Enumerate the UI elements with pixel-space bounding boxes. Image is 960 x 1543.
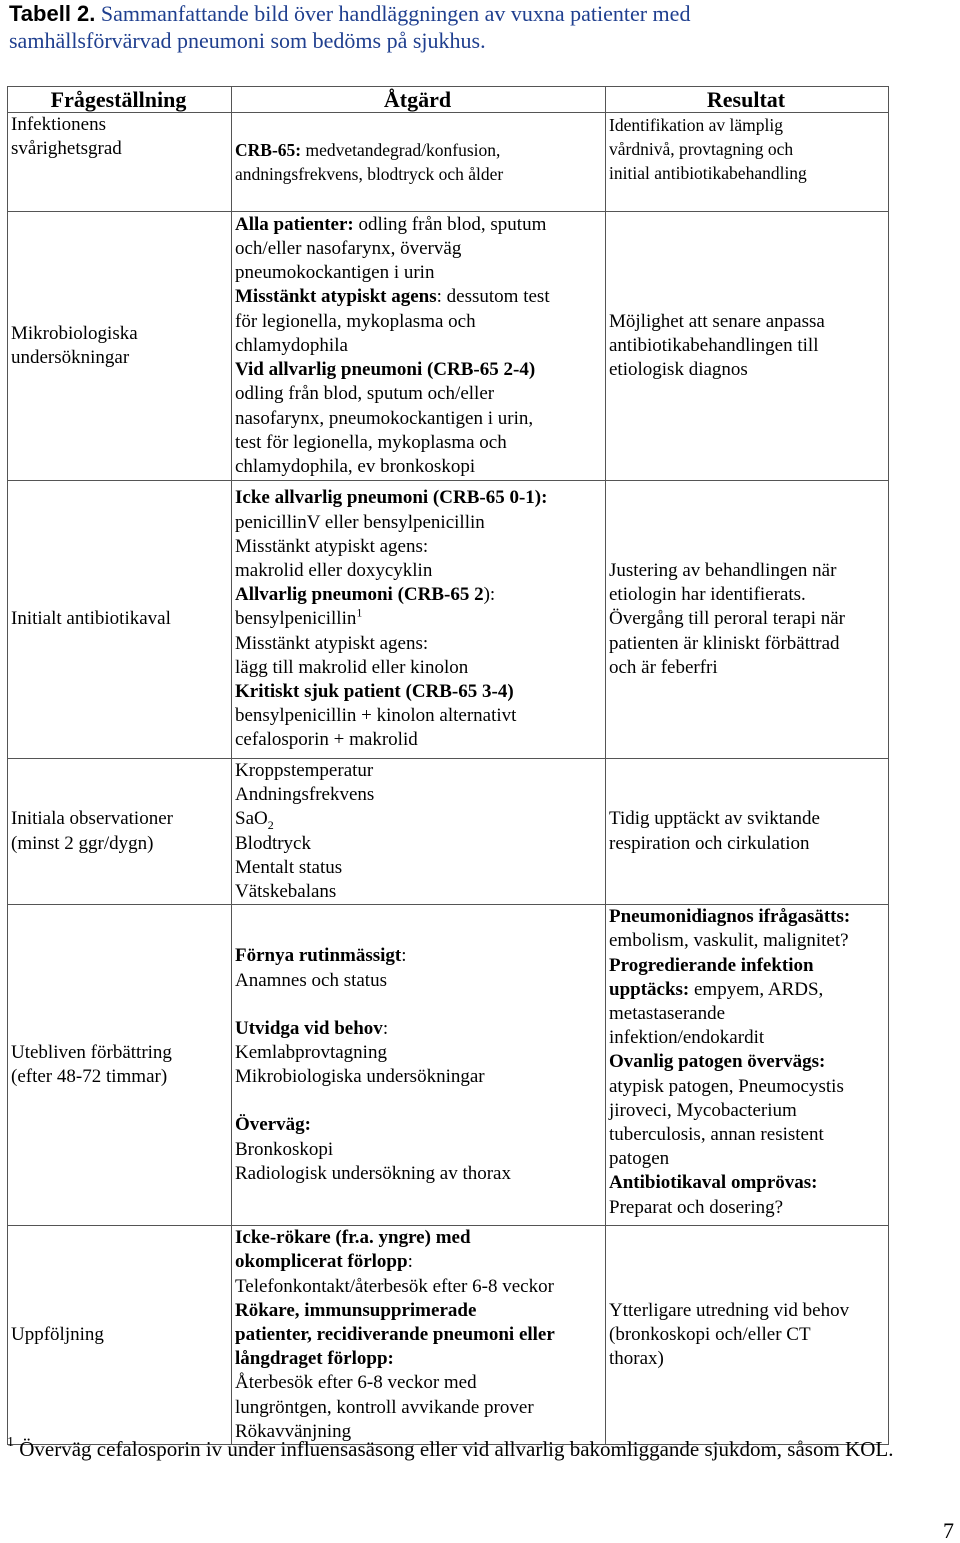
plain-text: Anamnes och status xyxy=(235,969,387,991)
plain-text: patogen xyxy=(609,1148,670,1170)
action-line xyxy=(235,162,600,186)
caption-line-1 xyxy=(9,0,949,27)
table-caption xyxy=(9,0,949,54)
action-line xyxy=(235,656,600,680)
plain-text: chlamydophila xyxy=(235,334,348,356)
plain-text: chlamydophila, ev bronkoskopi xyxy=(235,455,476,477)
bold-text: Alla patienter: xyxy=(235,213,354,235)
result-line: patienten är kliniskt förbättrad xyxy=(609,632,840,654)
action-line xyxy=(235,1138,600,1162)
header-atgard: Åtgärd xyxy=(232,87,606,113)
cell-resultat xyxy=(606,759,889,905)
action-line xyxy=(235,407,600,431)
action-line xyxy=(235,1162,600,1186)
bold-text: Förnya rutinmässigt xyxy=(235,945,402,967)
result-line xyxy=(609,978,883,1002)
table-row xyxy=(8,1226,889,1445)
header-fragestallning: Frågeställning xyxy=(8,87,232,113)
plain-text: ): xyxy=(483,584,496,606)
action-line xyxy=(235,382,600,406)
cell-resultat xyxy=(606,113,889,212)
action-line xyxy=(235,944,600,968)
plain-text: empyem, ARDS, xyxy=(689,978,824,1000)
plain-text: cefalosporin + makrolid xyxy=(235,729,418,751)
plain-text: test för legionella, mykoplasma och xyxy=(235,431,507,453)
action-line xyxy=(235,1299,600,1323)
table-header-row xyxy=(8,87,889,113)
question-line: Infektionens xyxy=(11,114,106,135)
result-line xyxy=(609,1026,883,1050)
plain-text: Radiologisk undersökning av thorax xyxy=(235,1162,511,1184)
plain-text: och/eller nasofarynx, överväg xyxy=(235,238,462,260)
cell-atgard xyxy=(232,1226,606,1445)
superscript: 1 xyxy=(356,606,363,621)
action-line xyxy=(235,856,600,880)
action-line xyxy=(235,535,600,559)
plain-text: Bronkoskopi xyxy=(235,1138,334,1160)
summary-table xyxy=(7,86,889,1445)
action-line xyxy=(235,431,600,455)
action-line xyxy=(235,261,600,285)
action-line xyxy=(235,1065,600,1089)
plain-text: : xyxy=(407,1251,413,1273)
result-line: vårdnivå, provtagning och xyxy=(609,139,794,159)
caption-text-1: Sammanfattande bild över handläggningen av vuxna patienter med xyxy=(100,1,691,26)
cell-fragestallning xyxy=(8,481,232,759)
action-line xyxy=(235,455,600,479)
result-line xyxy=(609,1002,883,1026)
bold-text: Överväg: xyxy=(235,1114,311,1136)
action-line xyxy=(235,334,600,358)
bold-text: Allvarlig pneumoni (CRB-65 2 xyxy=(235,584,484,606)
table-row xyxy=(8,113,889,212)
plain-text: : dessutom test xyxy=(436,286,550,308)
plain-text: Misstänkt atypiskt agens: xyxy=(235,632,429,654)
plain-text: tuberculosis, annan resistent xyxy=(609,1124,824,1146)
cell-resultat xyxy=(606,212,889,481)
cell-fragestallning xyxy=(8,759,232,905)
plain-text: metastaserande xyxy=(609,1003,726,1025)
cell-resultat xyxy=(606,905,889,1226)
plain-text: Kroppstemperatur xyxy=(235,760,374,781)
action-line xyxy=(235,1041,600,1065)
action-line xyxy=(235,1250,600,1274)
question-line: Uppföljning xyxy=(11,1324,104,1346)
plain-text: nasofarynx, pneumokockantigen i urin, xyxy=(235,407,534,429)
result-line: antibiotikabehandlingen till xyxy=(609,334,819,356)
plain-text: Misstänkt atypiskt agens: xyxy=(235,535,429,557)
question-line: undersökningar xyxy=(11,347,130,368)
plain-text: Återbesök efter 6-8 veckor med xyxy=(235,1372,477,1394)
action-line xyxy=(235,310,600,334)
plain-text: Mikrobiologiska undersökningar xyxy=(235,1066,485,1088)
action-line xyxy=(235,783,600,807)
bold-text: Progredierande infektion xyxy=(609,954,814,976)
subscript: 2 xyxy=(267,818,274,833)
table-row xyxy=(8,212,889,481)
caption-text-2: samhällsförvärvad pneumoni som bedöms på sjukhus. xyxy=(9,28,486,53)
cell-fragestallning xyxy=(8,1226,232,1445)
result-line: etiologisk diagnos xyxy=(609,359,748,381)
action-line xyxy=(235,138,600,162)
result-line: Övergång till peroral terapi när xyxy=(609,608,845,630)
result-line: (bronkoskopi och/eller CT xyxy=(609,1324,811,1346)
result-line: Ytterligare utredning vid behov xyxy=(609,1299,850,1321)
action-line xyxy=(235,285,600,309)
cell-atgard xyxy=(232,905,606,1226)
bold-text: Kritiskt sjuk patient (CRB-65 3-4) xyxy=(235,681,514,702)
plain-text: odling från blod, sputum xyxy=(353,213,547,235)
cell-fragestallning xyxy=(8,212,232,481)
bold-text: Rökare, immunsupprimerade xyxy=(235,1299,477,1321)
plain-text: lungröntgen, kontroll avvikande prover xyxy=(235,1396,534,1418)
action-line xyxy=(235,358,600,382)
action-line xyxy=(235,486,600,510)
cell-resultat xyxy=(606,481,889,759)
bold-text: Pneumonidiagnos ifrågasätts: xyxy=(609,906,851,928)
bold-text: Antibiotikaval omprövas: xyxy=(609,1172,818,1194)
bold-text: Misstänkt atypiskt agens xyxy=(235,286,437,308)
line-gap xyxy=(235,993,600,1017)
action-line xyxy=(235,632,600,656)
bold-text: okomplicerat förlopp xyxy=(235,1251,408,1273)
action-line xyxy=(235,832,600,856)
result-line xyxy=(609,1075,883,1099)
plain-text: penicillinV eller bensylpenicillin xyxy=(235,511,485,533)
plain-text: : xyxy=(382,1017,389,1039)
action-line xyxy=(235,1017,600,1041)
cell-atgard xyxy=(232,113,606,212)
plain-text: bensylpenicillin xyxy=(235,608,357,630)
plain-text: bensylpenicillin + kinolon alternativt xyxy=(235,705,517,727)
result-line xyxy=(609,1050,883,1074)
cell-resultat xyxy=(606,1226,889,1445)
question-line: Initialt antibiotikaval xyxy=(11,608,171,630)
plain-text: SaO xyxy=(235,808,268,830)
plain-text: : xyxy=(401,945,407,967)
result-line: respiration och cirkulation xyxy=(609,832,810,854)
header-resultat: Resultat xyxy=(606,87,889,113)
action-line xyxy=(235,1347,600,1371)
result-line xyxy=(609,905,883,929)
result-line: och är feberfri xyxy=(609,656,718,678)
table-row xyxy=(8,905,889,1226)
result-line xyxy=(609,1099,883,1123)
question-line: Initiala observationer xyxy=(11,808,173,830)
result-line xyxy=(609,929,883,953)
plain-text: för legionella, mykoplasma och xyxy=(235,310,476,332)
bold-text: långdraget förlopp: xyxy=(235,1348,394,1370)
question-line: Mikrobiologiska xyxy=(11,322,138,344)
action-line xyxy=(235,237,600,261)
table-row xyxy=(8,481,889,759)
result-line xyxy=(609,1171,883,1195)
cell-fragestallning xyxy=(8,905,232,1226)
bold-text: Vid allvarlig pneumoni (CRB-65 2-4) xyxy=(235,359,536,381)
result-line: initial antibiotikabehandling xyxy=(609,163,807,183)
question-line: (minst 2 ggr/dygn) xyxy=(11,832,154,854)
plain-text: Andningsfrekvens xyxy=(235,784,375,806)
action-line xyxy=(235,213,600,237)
plain-text: embolism, vaskulit, malignitet? xyxy=(609,930,849,952)
action-line xyxy=(235,1323,600,1347)
footnote-text: Överväg cefalosporin iv under influensasäsong eller vid allvarlig bakomliggande sjukdom, såsom KOL. xyxy=(19,1437,894,1461)
plain-text: Mentalt status xyxy=(235,856,343,878)
plain-text: Telefonkontakt/återbesök efter 6-8 veckor xyxy=(235,1275,554,1297)
action-line xyxy=(235,607,600,631)
action-line xyxy=(235,1275,600,1299)
result-line xyxy=(609,1196,883,1220)
plain-text: Blodtryck xyxy=(235,832,311,854)
question-line: Utebliven förbättring xyxy=(11,1042,172,1064)
cell-atgard xyxy=(232,212,606,481)
action-line xyxy=(235,1371,600,1395)
table-row xyxy=(8,759,889,905)
action-line xyxy=(235,511,600,535)
action-line xyxy=(235,559,600,583)
action-line xyxy=(235,1226,600,1250)
cell-atgard xyxy=(232,759,606,905)
page-number: 7 xyxy=(943,1518,954,1543)
bold-text: Utvidga vid behov xyxy=(235,1017,383,1039)
action-line xyxy=(235,880,600,904)
plain-text: Rökavvänjning xyxy=(235,1420,352,1442)
plain-text: lägg till makrolid eller kinolon xyxy=(235,656,469,678)
result-line: Möjlighet att senare anpassa xyxy=(609,310,825,332)
result-line: Tidig upptäckt av sviktande xyxy=(609,808,820,830)
question-line: svårighetsgrad xyxy=(11,138,122,160)
cell-fragestallning xyxy=(8,113,232,212)
line-gap xyxy=(235,1089,600,1113)
table-body xyxy=(8,113,889,1445)
plain-text: Vätskebalans xyxy=(235,881,337,903)
result-line: Justering av behandlingen när xyxy=(609,559,837,581)
result-line xyxy=(609,954,883,978)
result-line: Identifikation av lämplig xyxy=(609,115,783,135)
footnote-mark: 1 xyxy=(7,1435,14,1450)
bold-text: upptäcks: xyxy=(609,978,690,1000)
action-line xyxy=(235,1396,600,1420)
bold-text: Icke allvarlig pneumoni (CRB-65 0-1): xyxy=(235,487,548,509)
bold-text: Icke-rökare (fr.a. yngre) med xyxy=(235,1227,471,1249)
action-line xyxy=(235,969,600,993)
bold-text: Ovanlig patogen övervägs: xyxy=(609,1051,826,1073)
plain-text: odling från blod, sputum och/eller xyxy=(235,383,495,405)
action-line xyxy=(235,704,600,728)
plain-text: jiroveci, Mycobacterium xyxy=(609,1099,797,1121)
plain-text: andningsfrekvens, blodtryck och ålder xyxy=(235,164,504,184)
plain-text: pneumokockantigen i urin xyxy=(235,262,435,284)
action-line xyxy=(235,583,600,607)
plain-text: Kemlabprovtagning xyxy=(235,1042,387,1064)
footnote xyxy=(7,1436,947,1462)
plain-text: infektion/endokardit xyxy=(609,1027,765,1049)
result-line: thorax) xyxy=(609,1348,664,1370)
result-line xyxy=(609,1147,883,1171)
question-line: (efter 48-72 timmar) xyxy=(11,1066,168,1088)
action-line xyxy=(235,728,600,752)
action-line xyxy=(235,680,600,704)
plain-text: makrolid eller doxycyklin xyxy=(235,559,433,581)
plain-text: Preparat och dosering? xyxy=(609,1196,784,1218)
plain-text: medvetandegrad/konfusion, xyxy=(301,140,501,160)
plain-text: atypisk patogen, Pneumocystis xyxy=(609,1075,844,1097)
caption-label: Tabell 2. xyxy=(9,1,96,26)
action-line xyxy=(235,1113,600,1137)
bold-text: CRB-65: xyxy=(235,140,302,160)
action-line xyxy=(235,759,600,783)
cell-atgard xyxy=(232,481,606,759)
result-line: etiologin har identifierats. xyxy=(609,584,806,606)
result-line xyxy=(609,1123,883,1147)
bold-text: patienter, recidiverande pneumoni eller xyxy=(235,1324,555,1346)
action-line xyxy=(235,807,600,831)
